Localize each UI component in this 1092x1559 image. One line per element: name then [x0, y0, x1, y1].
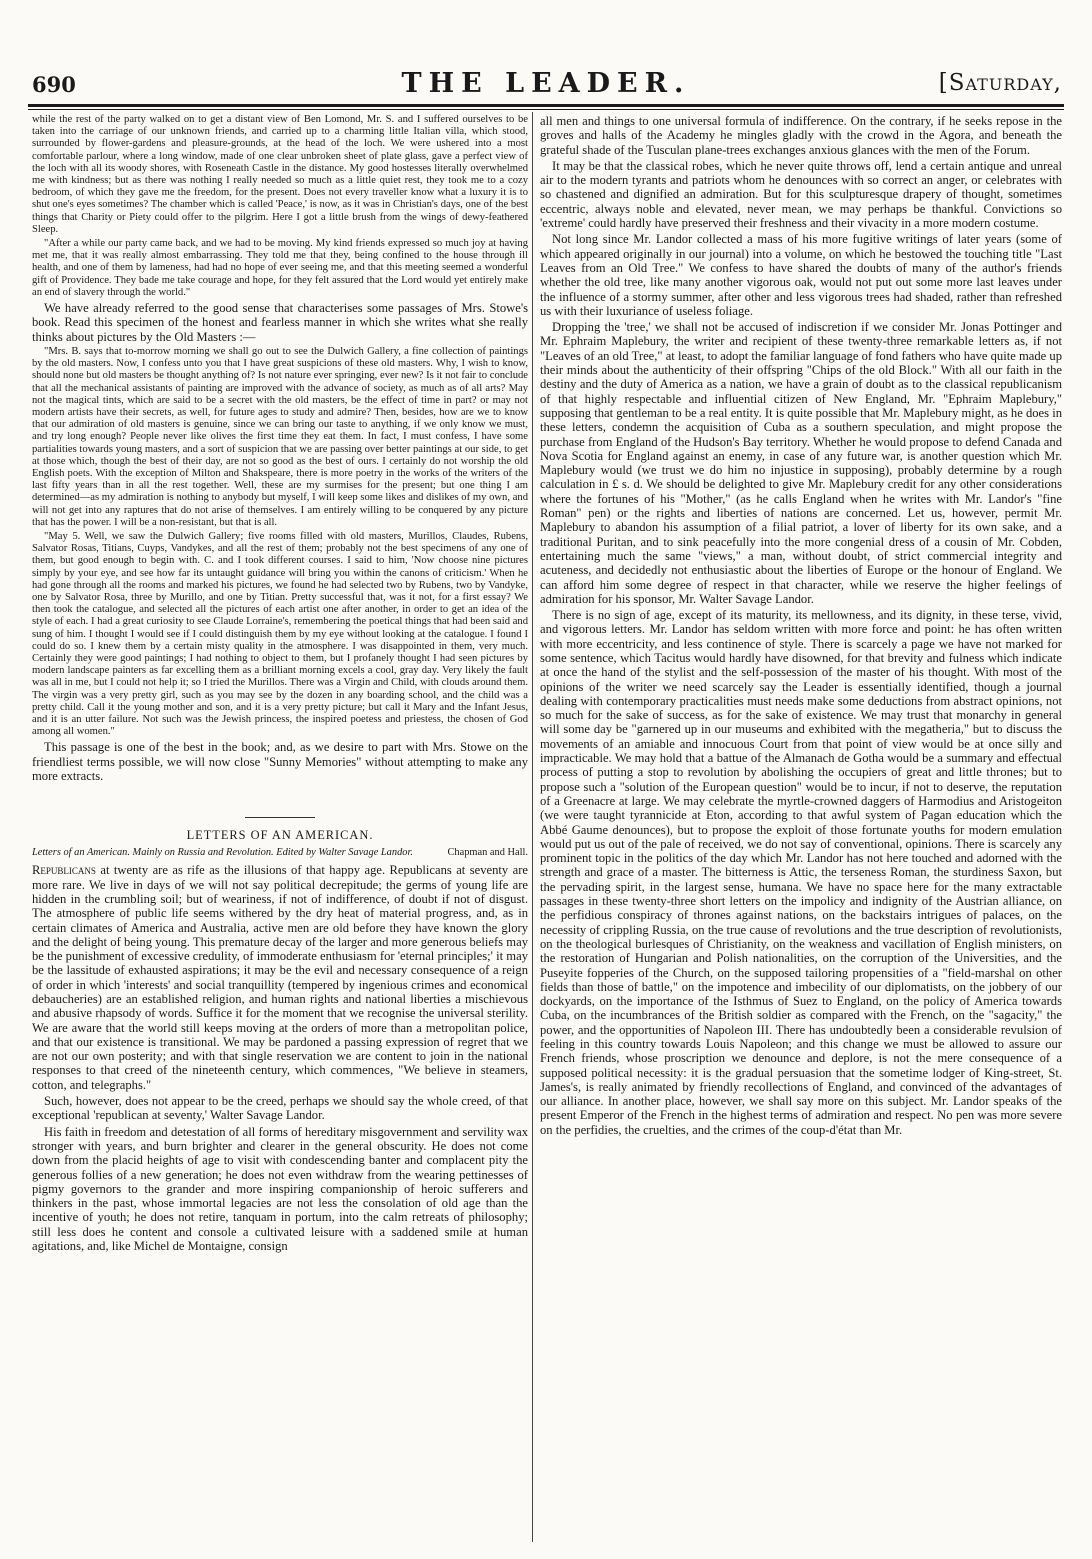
review-paragraph: His faith in freedom and detestation of all forms of hereditary misgovernment and servility wax stronger with years, and burn brighter and clearer in the general obscurity. He does not come down from the placid heights of age to visit with condescending banter and complacent pity the generous follies of a new generation; he does not even withdraw from the wearing pettinesses of pigmy governors to the grander and more inspiring companionship of heroic sufferers and thinkers in the past, whose immortal legacies are not less the consolation of old age than the incentive of youth; he does not retire, tanquam in portum, into the calm retreats of philosophy; still less does he content and console a cultivated leisure with a saddened smile at human agitations, and, like Michel de Montaigne, consign — [32, 1124, 528, 1254]
quote-paragraph: "May 5. Well, we saw the Dulwich Gallery; five rooms filled with old masters, Murillos, Claudes, Rubens, Salvator Rosas, Titians, Cuyps, Vandykes, and all the rest of them; probably not the best specimens of any one of them, but good enough to begin with. C. and I took different courses. I said to him, 'Now choose nine pictures simply by your eye, and see how far its untaught guidance will bring you within the canons of criticism.' When he had gone through all the rooms and marked his pictures, we found he had selected two by Rubens, two by Vandyke, one by Salvator Rosa, three by Murillo, and one by Titian. Pretty successful that, was it not, for a first essay? We then took the catalogue, and selected all the pictures of each artist one after another, in order to get an idea of the style of each. I had a great curiosity to see Claude Lorraine's, remembering the poetical things that had been said and sung of him. I thought I would see if I could distinguish them by my eye without looking at the catalogue. I found I could do so. I knew them by a certain misty quality in the atmosphere. I was disappointed in them, very much. Certainly they were good paintings; I had nothing to object to them, but I profanely thought I had seen pictures by modern landscape painters as far excelling them as a brilliant morning excels a cool, gray day. Very likely the fault was all in me, but I could not help it; so I tried the Murillos. There was a Virgin and Child, with clouds around them. The virgin was a very pretty girl, such as you may see by the dozen in any boarding school, and the child was a pretty child. Call it the young mother and son, and it is a very pretty picture; but call it Mary and the Infant Jesus, and it is an utter failure. Not such was the Jewish princess, the inspired poetess and priestess, the chosen of God among all women." — [32, 530, 528, 738]
byline-publisher: Chapman and Hall. — [447, 847, 528, 859]
section-heading: LETTERS OF AN AMERICAN. — [186, 828, 374, 843]
quote-paragraph: "Mrs. B. says that to-morrow morning we shall go out to see the Dulwich Gallery, a fine collection of paintings by the old masters. Now, I confess unto you that I have great suspicions of these old masters. Why, I wish to know, should none but old masters be thought anything of? Is not nature ever springing, ever new? Is it not fair to conclude that all the mechanical assistants of painting are improved with the advance of society, as much as of all arts? May not the magical tints, which are said to be a secret with the old masters, be the effect of time in part? or may not modern artists have their secrets, as well, for future ages to study and admire? Then, besides, how are we to know that our admiration of old masters is genuine, since we can bring our taste to anything, if we only know we must, and try long enough? People never like olives the first time they eat them. In fact, I must confess, I have some partialities towards young masters, and a sort of suspicion that we are passing over better paintings at our side, to get at those which, though the best of their day, are not so good as the best of ours. I certainly do not worship the old English poets. With the exception of Milton and Shakspeare, there is more poetry in the works of the writers of the last fifty years than in all the rest together. Well, these are my surmises for the present; but one thing I am determined—as my admiration is nothing to anybody but myself, I will keep some likes and dislikes of my own, and will not get into any raptures that do not arise of themselves. I am entirely willing to be conquered by any picture that has the power. I will be a non-resistant, but that is all. — [32, 345, 528, 528]
review-paragraph: Such, however, does not appear to be the creed, perhaps we should say the whole creed, of that exceptional 'republican at seventy,' Walter Savage Landor. — [32, 1094, 528, 1123]
masthead-rule-thick — [28, 104, 1064, 107]
quote-paragraph: "After a while our party came back, and we had to be moving. My kind friends expressed so much joy at having met me, that it was really almost embarrassing. They told me that they, being confined to the house through ill health, and one of them by lameness, had had no hope of ever seeing me, and that this meeting seemed a wonderful gift of Providence. They bade me take courage and hope, for they felt assured that the Lord would yet entirely make an end of slavery through the world." — [32, 238, 528, 298]
left-column — [32, 114, 528, 1544]
page-number: 690 — [32, 72, 76, 97]
masthead-rule-thin — [28, 109, 1064, 110]
issue-day: [Saturday, — [938, 70, 1062, 96]
review-paragraph: We have already referred to the good sense that characterises some passages of Mrs. Stowe's book. Read this specimen of the honest and fearless manner in which she writes what she really thinks about pictures by the Old Masters :— — [32, 301, 528, 344]
review-paragraph: There is no sign of age, except of its maturity, its mellowness, and its dignity, in these terse, vivid, and vigorous letters. Mr. Landor has seldom written with more force and point: he has often written with more eccentricity, and less continence of style. There is scarcely a page we have not marked for some sentence, which Tacitus would hardly have disowned, for that brevity and fulness which indicate at once the hand of the stylist and the self-possession of the master of his thought. With most of the opinions of the writer we need scarcely say the Leader is essentially identified, though a journal dealing with contemporary practicalities must needs make some deductions from abstract opinions, not so much for the sake of success, as for the sake of existence. We may trust that monarchy in general will some day be "garnered up in our museums and exhibited with the megatheria," but to discuss the movements of an amiable and innocuous Court from that point of view would be at once silly and impracticable. We may hold that a battue of the Almanach de Gotha would be a summary and effectual process of putting a stop to revolution by abolishing the occupiers of great and little thrones; but to propose such a "solution of the European question" would be to incur, if not to deserve, the reputation of a Greenacre at large. We may celebrate the myrtle-crowned daggers of Harmodius and Aristogeiton (we were taught tyrannicide at Eton, according to that awful system of Pagan education which the Abbé Gaume denounces), but to propose the exploit of those fortunate youths for modern emulation would put us out of the pale of received, we do not say of conventional, opinions. There is scarcely any prominent topic in the politics of the day which Mr. Landor has not here touched and adorned with the strength and grace of a master. The bitterness is Attic, the terseness Roman, the sturdiness Saxon, but the pervading spirit, in the largest sense, humana. We have no space here for the many extractable passages in these twenty-three short letters on the impolicy and indignity of the Austrian alliance, on the perfidious conspiracy of thrones against nations, on the backstairs intrigues of palaces, on the necessity of crippling Russia, on the true cause of revolutions and the true description of revolutionists, on the theological burlesques of Christianity, on the weakness and vacillation of English ministers, on the restoration of Hungarian and Polish nationalities, on the corruption of the Universities, and the Puseyite fopperies of the Church, on the supposed tailoring propensities of a "field-marshal on other fields than those of battle," on the impotence and imbecility of our diplomatists, on the jobbery of our dockyards, on the importance of the Isthmus of Suez to England, on the policy of America towards Cuba, on the incumbrances of the British soldier as compared with the French, on the "sagacity," the power, and the opportunities of Napoleon III. There has undoubtedly been a considerable revulsion of feeling in this country towards Louis Napoleon; and this change we must be allowed to assure our French friends, whose proscription we denounce and deplore, is not the mere consequence of a supposed political necessity: it is the gradual persuasion that the sometime lodger of King-street, St. James's, is really animated by friendly recollections of England, and convinced of the advantages of our alliance. In another place, however, we shall say more on this subject. Mr. Landor speaks of the present Emperor of the French in the highest terms of admiration and respect. No pen was more severe on the perfidies, the cruelties, and the crimes of the coup-d'état than Mr. — [540, 608, 1062, 1137]
masthead — [28, 66, 1064, 100]
quote-paragraph: while the rest of the party walked on to get a distant view of Ben Lomond, Mr. S. and I suffered ourselves to be taken into the carriage of our unknown friends, and carried up to a charming little Italian villa, which stood, surrounded by flower-gardens and pleasure-grounds, at the head of the loch. We were ushered into a most comfortable parlour, where a long window, made of one clear unbroken sheet of plate glass, gave a perfect view of the loch with all its woody shores, with Roseneath Castle in the distance. My good hostesses literally overwhelmed me with kindness; but as there was nothing I really needed so much as a little quiet rest, they took me to a cozy bedroom, of which they gave me the freedom, for the present. Does not every traveller know what a luxury it is to shut one's eyes sometimes? The chamber which is called 'Peace,' is now, as it was in Christian's days, one of the best things that Charity or Piety could offer to the pilgrim. Here I got a little brush from the wings of dewy-feathered Sleep. — [32, 114, 528, 235]
paragraph-text: at twenty are as rife as the illusions of that happy age. Republicans at seventy are more rare. We live in days of we will not say political decrepitude; the germs of young life are hidden in the crumbling soil; but of weariness, if not of indifference, of doubt if not of disgust. The atmosphere of public life seems withered by the dry heat of material progress, and, as in certain climates of America and Australia, active men are old before they have known the glory and the delight of being young. This premature decay of the larger and more generous beliefs may be the punishment of excessive credulity, of immoderate enthusiasm for 'eternal principles;' it may be the lassitude of exhausted aspirations; it may be the evil and necessary consequence of a reign of order in which 'interests' and social tranquillity (tempered by ingenious crimes and economical debaucheries) are an established religion, and human rights and national liberties a mischievous and abusive rhapsody of words. Suffice it for the moment that we recognise the universal sterility. We are aware that the world still keeps moving at the orders of more than a metropolitan police, and that our existence is transitional. We may be pardoned a passing expression of regret that we are not our own posterity; and with that single reservation we are content to join in the national responses to that creed of the nineteenth century, which commences, "We believe in steamers, cotton, and telegraphs." — [32, 863, 528, 1092]
right-column — [540, 114, 1062, 1544]
review-paragraph: Dropping the 'tree,' we shall not be accused of indiscretion if we consider Mr. Jonas Pottinger and Mr. Ephraim Maplebury, the writer and recipient of these twenty-three remarkable letters as, if not "Leaves of an old Tree," at least, to adopt the familiar language of fond fathers who have quite made up their minds about the authenticity of their offspring "Chips of the old Block." With all our faith in the destiny and the duty of America as a nation, we have a grain of doubt as to the classical republicanism of that highly respectable and influential citizen of New England, Mr. "Ephraim Maplebury," supposing that gentleman to be a real entity. It is quite possible that Mr. Maplebury might, as he does in these letters, condemn the acquisition of Cuba as a southern speculation, and might propose the purchase from England of the Hudson's Bay territory. Whether he would propose to defend Canada and Nova Scotia for England against an enemy, in case of any future war, is another question which Mr. Maplebury would (we trust we do him no injustice in supposing), probably determine by a rough calculation in £ s. d. We should be delighted to give Mr. Maplebury credit for any other considerations where the fortunes of his "Mother," (as he calls England when he writes with Mr. Landor's "fine Roman" pen) or the rights and liberties of nations are concerned. Let us, however, permit Mr. Maplebury to abandon his assumption of a filial patriot, a lover of liberty for its own sake, and a traditional Puritan, and to sink peacefully into the more congenial dress of a cousin of Mr. Cobden, entertaining much the same "views," a man, without doubt, of strict commercial integrity and acuteness, and decidedly not enthusiastic about the liberties of Europe or the honour of England. We can afford him some degree of respect in that character, while we reserve the higher feelings of admiration for his sponsor, Mr. Walter Savage Landor. — [540, 320, 1062, 606]
review-paragraph: Not long since Mr. Landor collected a mass of his more fugitive writings of later years (some of which appeared originally in our journal) into a volume, on which he bestowed the touching title "Last Leaves from an Old Tree." We confess to have shared the doubts of many of the author's friends whether the old tree, like many another vigorous oak, would not put out some more last leaves under the influence of a stormy summer, after other and less vigorous trees had shaded, rather than refreshed us with their luxuriance of useless foliage. — [540, 232, 1062, 318]
review-paragraph: This passage is one of the best in the book; and, as we desire to part with Mrs. Stowe on the friendliest terms possible, we will now close "Sunny Memories" without attempting to make any more extracts. — [32, 740, 528, 784]
review-paragraph: all men and things to one universal formula of indifference. On the contrary, if he seeks repose in the groves and halls of the Academy he mingles gladly with the crowd in the Agora, and beneath the grateful shade of the Tusculan plane-trees exchanges anxious glances with the men of the Forum. — [540, 114, 1062, 157]
section-separator — [245, 817, 315, 818]
review-paragraph: It may be that the classical robes, which he never quite throws off, lend a certain antique and unreal air to the modern tyrants and patriots whom he denounces with so correct an anger, or celebrates with so chastened and dignified an admiration. But for this sculpturesque drapery of thought, sometimes eccentric, always noble and elevated, never mean, we may perhaps be thankful. Convictions so 'extreme' could hardly have preserved their freshness and their vivacity in a more modern costume. — [540, 158, 1062, 231]
byline-title: Letters of an American. Mainly on Russia and Revolution. Edited by Walter Savage Landor. — [32, 847, 413, 859]
newspaper-title: THE LEADER. — [401, 68, 691, 99]
lead-word: Republicans — [32, 863, 96, 878]
review-paragraph — [32, 863, 528, 1092]
column-divider — [532, 112, 533, 1542]
book-byline — [32, 847, 528, 859]
